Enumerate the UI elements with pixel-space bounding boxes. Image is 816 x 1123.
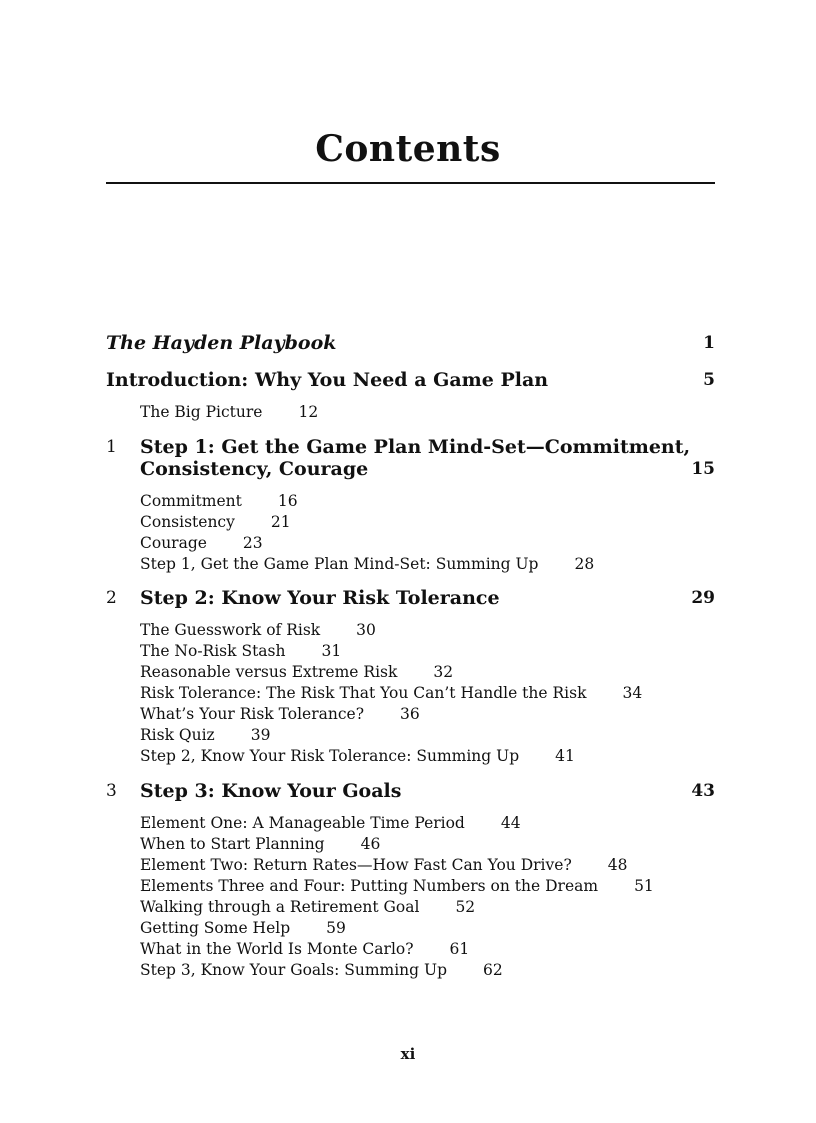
chapter-title-line2: Consistency, Courage	[140, 458, 369, 480]
section-title: The Guesswork of Risk	[140, 621, 321, 639]
toc-section[interactable]	[140, 834, 380, 855]
section-page: 30	[356, 621, 376, 639]
section-page: 34	[622, 684, 643, 702]
toc-section[interactable]	[140, 813, 521, 834]
section-page: 61	[449, 940, 470, 958]
section-page: 39	[250, 726, 271, 744]
toc-entry-title: The Hayden Playbook	[106, 332, 337, 354]
toc-section[interactable]	[140, 533, 263, 554]
section-page: 23	[242, 534, 263, 552]
toc-section[interactable]	[140, 725, 270, 746]
section-title: The No-Risk Stash	[140, 642, 286, 660]
section-page: 46	[360, 835, 381, 853]
toc-section[interactable]	[140, 683, 642, 704]
section-title: Element Two: Return Rates—How Fast Can You Drive?	[140, 856, 572, 874]
toc-section[interactable]	[140, 554, 594, 575]
page-title: Contents	[315, 128, 501, 170]
toc-section[interactable]	[140, 939, 469, 960]
toc-section[interactable]	[140, 620, 376, 641]
section-page: 51	[634, 877, 654, 895]
section-title: When to Start Planning	[140, 835, 325, 853]
chapter-page: 29	[691, 588, 715, 608]
section-page: 21	[270, 513, 291, 531]
section-title: Elements Three and Four: Putting Numbers on the Dream	[140, 877, 599, 895]
section-title: Step 3, Know Your Goals: Summing Up	[140, 961, 447, 979]
chapter-title: Step 3: Know Your Goals	[140, 780, 402, 802]
section-title: Consistency	[140, 513, 235, 531]
toc-section[interactable]	[140, 960, 503, 981]
toc-section[interactable]	[140, 746, 575, 767]
section-page: 28	[574, 555, 595, 573]
section-page: 12	[298, 403, 319, 421]
toc-section[interactable]	[140, 897, 475, 918]
section-page: 32	[433, 663, 454, 681]
chapter-number: 3	[106, 781, 117, 801]
section-title: What’s Your Risk Tolerance?	[140, 705, 365, 723]
chapter-number: 2	[106, 588, 117, 608]
section-page: 52	[455, 898, 476, 916]
toc-section[interactable]	[140, 512, 291, 533]
section-title: Walking through a Retirement Goal	[140, 898, 420, 916]
section-title: Element One: A Manageable Time Period	[140, 814, 465, 832]
toc-section[interactable]	[140, 641, 341, 662]
section-title: What in the World Is Monte Carlo?	[140, 940, 414, 958]
section-page: 41	[555, 747, 575, 765]
section-title: Commitment	[140, 492, 242, 510]
toc-section[interactable]	[140, 855, 628, 876]
toc-section[interactable]	[140, 918, 346, 939]
section-page: 59	[326, 919, 346, 937]
title-rule	[106, 182, 715, 184]
section-title: Step 2, Know Your Risk Tolerance: Summing Up	[140, 747, 520, 765]
toc-section[interactable]	[140, 704, 420, 725]
toc-entry-page: 1	[703, 333, 715, 353]
chapter-title: Step 2: Know Your Risk Tolerance	[140, 587, 500, 609]
toc-entry-page: 5	[703, 370, 715, 390]
section-title: Step 1, Get the Game Plan Mind-Set: Summing Up	[140, 555, 539, 573]
toc-section[interactable]	[140, 491, 298, 512]
chapter-number: 1	[106, 437, 117, 457]
toc-entry-title: Introduction: Why You Need a Game Plan	[106, 369, 549, 391]
chapter-title: Step 1: Get the Game Plan Mind-Set—Commitment,	[140, 436, 691, 458]
section-page: 44	[500, 814, 521, 832]
toc-section[interactable]	[140, 876, 654, 897]
section-page: 48	[607, 856, 628, 874]
section-title: Reasonable versus Extreme Risk	[140, 663, 398, 681]
toc-section-big-picture[interactable]	[140, 402, 318, 423]
section-title: The Big Picture	[140, 403, 263, 421]
section-page: 16	[277, 492, 298, 510]
chapter-page: 43	[691, 781, 715, 801]
section-page: 36	[400, 705, 420, 723]
toc-section[interactable]	[140, 662, 453, 683]
chapter-page: 15	[691, 459, 715, 479]
section-title: Getting Some Help	[140, 919, 291, 937]
section-title: Courage	[140, 534, 207, 552]
section-title: Risk Tolerance: The Risk That You Can’t Handle the Risk	[140, 684, 587, 702]
section-page: 31	[321, 642, 342, 660]
section-page: 62	[483, 961, 503, 979]
section-title: Risk Quiz	[140, 726, 215, 744]
page-number: xi	[400, 1045, 416, 1063]
